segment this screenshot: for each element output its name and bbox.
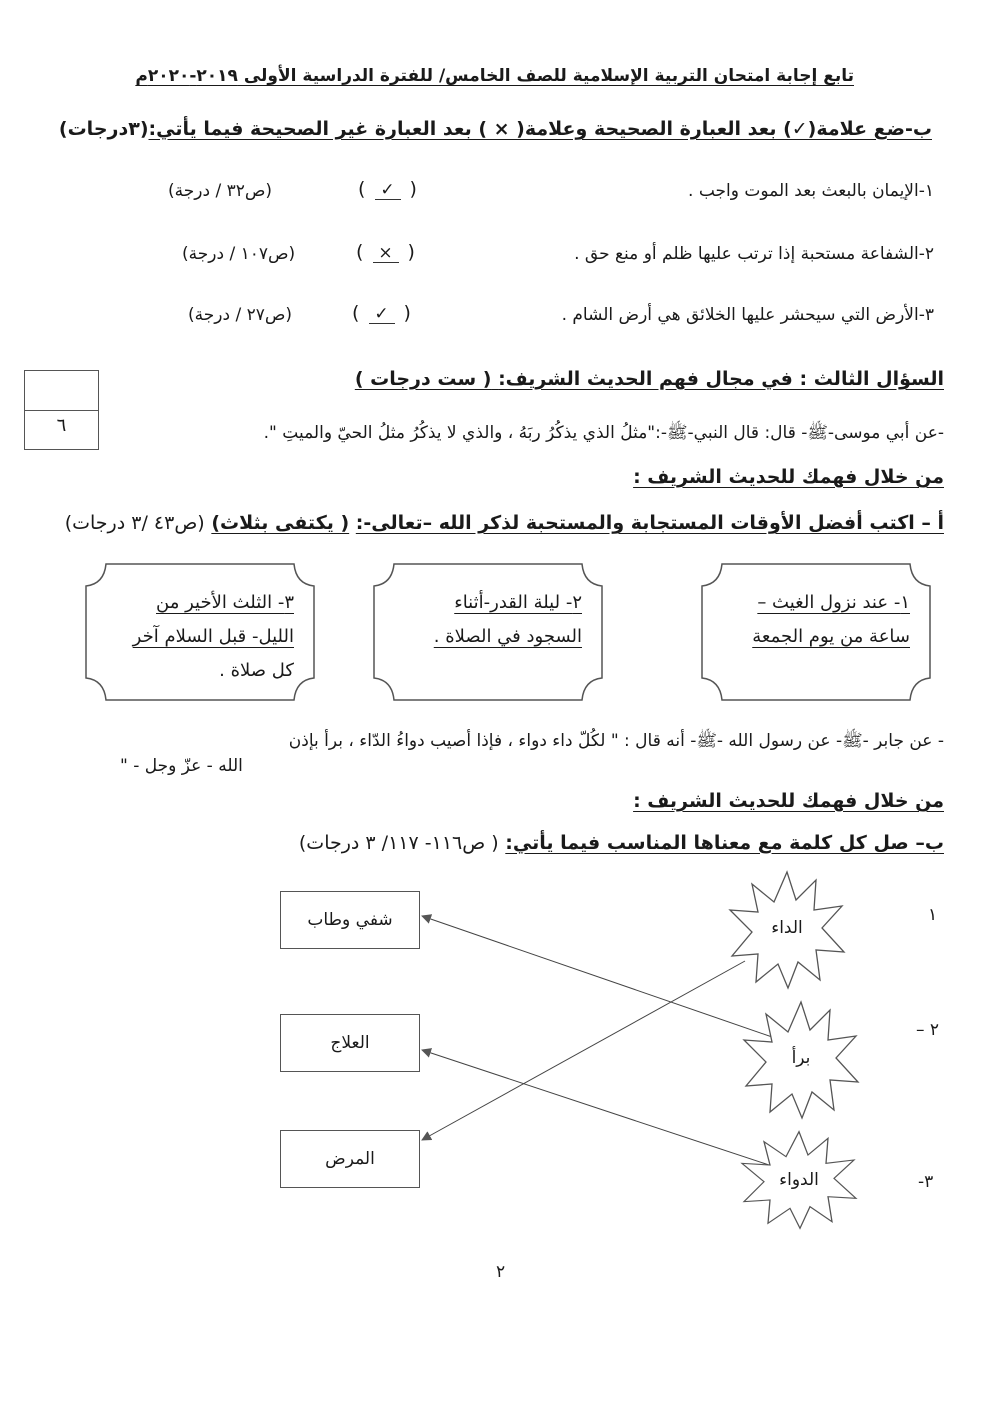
word-star-3 [740, 1130, 858, 1230]
card-line: ١- عند نزول الغيث – [757, 592, 910, 613]
item-text: الإيمان بالبعث بعد الموت واجب . [688, 181, 919, 201]
card-line: كل صلاة . [219, 660, 294, 681]
item-number: ٣- [918, 305, 934, 325]
answer-mark-1: ( ✓ ) [358, 178, 419, 200]
word-number-2: ٢ – [916, 1020, 940, 1040]
part-b-prompt-ref: ( ص١١٦- ١١٧/ ٣ درجات) [298, 832, 499, 854]
understanding-label-2: من خلال فهمك للحديث الشريف : [633, 790, 944, 812]
word-star-2 [742, 1000, 860, 1120]
part-b-prompt-main: ب– صل كل كلمة مع معناها المناسب فيما يأتي: [505, 832, 944, 854]
answer-mark-2: ( × ) [356, 241, 417, 263]
question3-title: السؤال الثالث : في مجال فهم الحديث الشريف: [498, 368, 944, 390]
understanding-label-1: من خلال فهمك للحديث الشريف : [633, 466, 944, 488]
word-star-1 [728, 870, 846, 990]
meaning-box-3: المرض [280, 1130, 420, 1188]
answer-mark-3: ( ✓ ) [352, 302, 413, 324]
check-icon: ✓ [369, 305, 395, 324]
section-b-instructions: ب-ضع علامة(✓) بعد العبارة الصحيحة وعلامة( × ) بعد العبارة غير الصحيحة فيما يأتي: [148, 118, 932, 140]
item-ref-3: (ص٢٧ / درجة) [188, 305, 293, 325]
card-line: ٣- الثلث الأخير من [156, 592, 294, 613]
card-line: ٢- ليلة القدر-أثناء [454, 592, 582, 613]
question3-marks: ( ست درجات ) [354, 368, 492, 390]
part-a-prompt-note: ( يكتفى بثلاث) [211, 512, 350, 534]
cross-icon: × [373, 244, 399, 263]
word-number-3: ٣- [918, 1172, 934, 1192]
item-number: ١- [918, 181, 934, 201]
grade-box-value: ٦ [56, 415, 67, 436]
hadith-1: -عن أبي موسى-ﷺ- قال: قال النبي-ﷺ-:"مثلُ الذي يذكُرُ ربَهُ ، والذي لا يذكُرُ مثلُ الحيّ والميتِ ". [263, 423, 944, 443]
meaning-box-2: العلاج [280, 1014, 420, 1072]
item-ref-2: (ص١٠٧ / درجة) [182, 244, 296, 264]
word-number-1: ١ [928, 905, 938, 925]
section-b-marks: (٣درجات) [58, 118, 149, 140]
hadith-2-line-2: الله - عزّ وجل - " [120, 756, 243, 776]
item-number: ٢- [918, 244, 934, 264]
word-label: برأ [791, 1048, 811, 1068]
check-icon: ✓ [375, 181, 401, 200]
page-number: ٢ [496, 1262, 506, 1282]
card-line: ساعة من يوم الجمعة [752, 626, 910, 647]
hadith-2-line-1: - عن جابر -ﷺ- عن رسول الله -ﷺ- أنه قال : " لكُلّ داء دواء ، فإذا أصيب دواءُ الدّاء ، برأ بإذن [288, 731, 944, 751]
document-title: تابع إجابة امتحان التربية الإسلامية للصف الخامس/ للفترة الدراسية الأولى ٢٠١٩-٢٠٢٠م [135, 66, 854, 86]
card-line: الليل- قبل السلام آخر [132, 626, 294, 647]
word-label: الدواء [779, 1170, 819, 1190]
item-ref-1: (ص٣٢ / درجة) [168, 181, 273, 201]
part-a-prompt-ref: (ص٤٣ /٣ درجات) [64, 512, 205, 534]
card-line: السجود في الصلاة . [433, 626, 582, 647]
meaning-box-1: شفي وطاب [280, 891, 420, 949]
item-text: الأرض التي سيحشر عليها الخلائق هي أرض الشام . [561, 305, 919, 325]
part-a-prompt-main: أ – اكتب أفضل الأوقات المستجابة والمستحبة لذكر الله –تعالى-: [355, 512, 944, 534]
item-text: الشفاعة مستحبة إذا ترتب عليها ظلم أو منع حق . [574, 244, 919, 264]
word-label: الداء [771, 918, 803, 938]
